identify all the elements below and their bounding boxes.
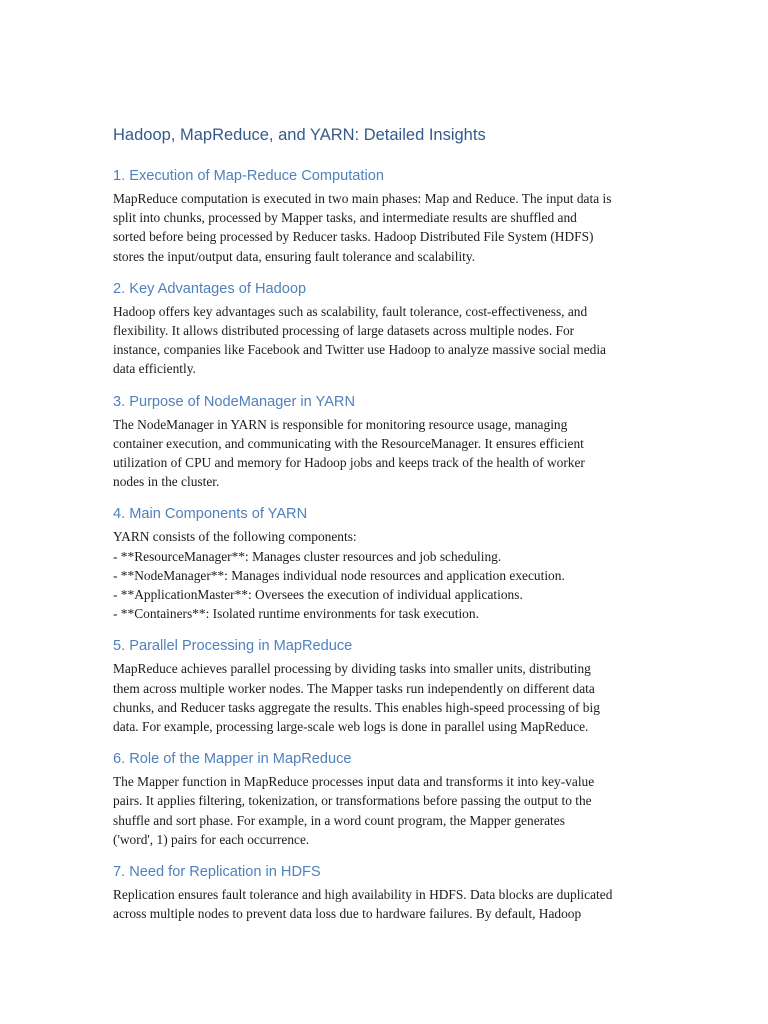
section-heading: 1. Execution of Map-Reduce Computation <box>113 168 384 184</box>
text-line: Replication ensures fault tolerance and high availability in HDFS. Data blocks are duplicated <box>113 887 613 903</box>
list-item: - **ApplicationMaster**: Oversees the execution of individual applications. <box>113 587 523 603</box>
text-line: flexibility. It allows distributed processing of large datasets across multiple nodes. For <box>113 323 575 339</box>
section-paragraph <box>113 659 658 736</box>
section-purpose-of-nodemanager <box>113 392 658 492</box>
section-parallel-processing <box>113 636 658 736</box>
list-item: - **Containers**: Isolated runtime environments for task execution. <box>113 606 479 622</box>
document-title: Hadoop, MapReduce, and YARN: Detailed Insights <box>113 126 486 144</box>
text-line: shuffle and sort phase. For example, in a word count program, the Mapper generates <box>113 812 565 828</box>
text-line: The Mapper function in MapReduce processes input data and transforms it into key-value <box>113 774 595 790</box>
text-line: YARN consists of the following components: <box>113 529 357 545</box>
text-line: MapReduce computation is executed in two main phases: Map and Reduce. The input data is <box>113 191 612 206</box>
list-item: - **NodeManager**: Manages individual node resources and application execution. <box>113 567 565 583</box>
section-heading: 2. Key Advantages of Hadoop <box>113 280 307 297</box>
section-paragraph <box>113 885 658 923</box>
text-line: MapReduce achieves parallel processing by dividing tasks into smaller units, distributing <box>113 661 591 677</box>
section-role-of-mapper <box>113 749 658 849</box>
text-line: sorted before being processed by Reducer tasks. Hadoop Distributed File System (HDFS) <box>113 229 594 245</box>
section-key-advantages-of-hadoop <box>113 279 658 379</box>
section-main-components-of-yarn <box>113 504 658 623</box>
section-heading: 4. Main Components of YARN <box>113 506 308 523</box>
section-heading: 6. Role of the Mapper in MapReduce <box>113 751 352 768</box>
section-need-for-replication <box>113 862 658 923</box>
text-line: utilization of CPU and memory for Hadoop jobs and keeps track of the health of worker <box>113 455 585 471</box>
text-line: split into chunks, processed by Mapper tasks, and intermediate results are shuffled and <box>113 210 577 226</box>
document-body <box>113 124 658 936</box>
text-line: across multiple nodes to prevent data loss due to hardware failures. By default, Hadoop <box>113 906 582 922</box>
list-item: - **ResourceManager**: Manages cluster resources and job scheduling. <box>113 548 502 564</box>
text-line: Hadoop offers key advantages such as scalability, fault tolerance, cost-effectiveness, and <box>113 303 588 319</box>
section-paragraph <box>113 189 658 266</box>
section-paragraph <box>113 527 658 623</box>
text-line: pairs. It applies filtering, tokenization, or transformations before passing the output to the <box>113 793 592 809</box>
section-paragraph <box>113 772 658 849</box>
section-heading: 3. Purpose of NodeManager in YARN <box>113 393 356 410</box>
text-line: nodes in the cluster. <box>113 474 220 490</box>
text-line: data. For example, processing large-scale web logs is done in parallel using MapReduce. <box>113 719 589 735</box>
text-line: them across multiple worker nodes. The Mapper tasks run independently on different data <box>113 680 595 696</box>
text-line: ('word', 1) pairs for each occurrence. <box>113 831 310 847</box>
text-line: container execution, and communicating with the ResourceManager. It ensures efficient <box>113 435 584 451</box>
section-paragraph <box>113 415 658 492</box>
text-line: instance, companies like Facebook and Twitter use Hadoop to analyze massive social media <box>113 342 607 358</box>
section-heading: 5. Parallel Processing in MapReduce <box>113 638 353 655</box>
text-line: data efficiently. <box>113 361 196 377</box>
text-line: chunks, and Reducer tasks aggregate the results. This enables high-speed processing of big <box>113 699 600 715</box>
text-line: stores the input/output data, ensuring fault tolerance and scalability. <box>113 248 476 264</box>
text-line: The NodeManager in YARN is responsible for monitoring resource usage, managing <box>113 416 568 432</box>
section-execution-of-map-reduce <box>113 166 658 266</box>
section-heading: 7. Need for Replication in HDFS <box>113 864 321 881</box>
section-paragraph <box>113 302 658 379</box>
